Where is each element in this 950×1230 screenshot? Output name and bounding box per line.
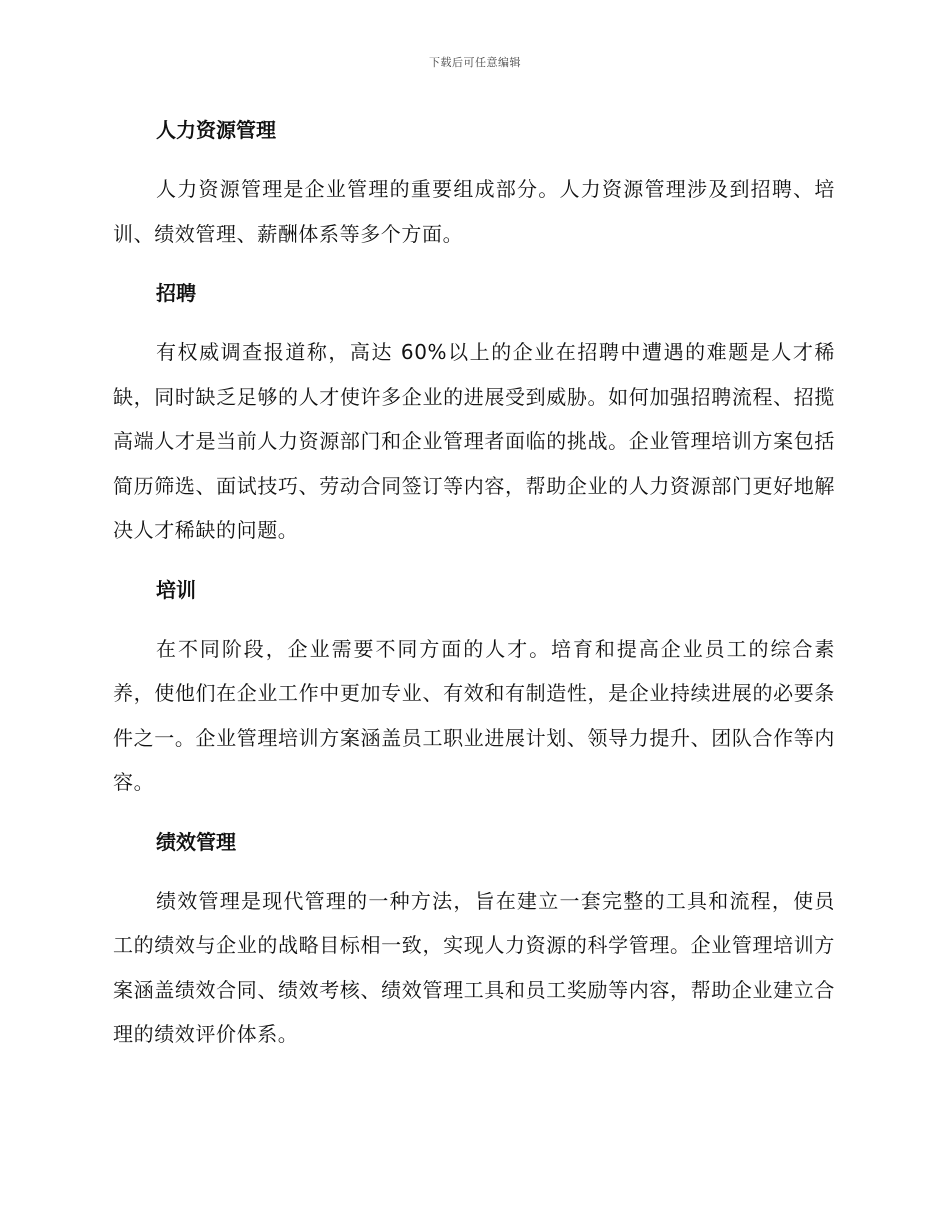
- section-heading-training: 培训: [156, 577, 196, 602]
- section-body-recruitment: 有权威调查报道称，高达 60%以上的企业在招聘中遭遇的难题是人才稀缺，同时缺乏足够的人才使许多企业的进展受到威胁。如何加强招聘流程、招揽高端人才是当前人力资源部门和企业管理者面临的挑战。企业管理培训方案包括简历筛选、面试技巧、劳动合同签订等内容，帮助企业的人力资源部门更好地解决人才稀缺的问题。: [113, 340, 835, 542]
- section-heading-performance: 绩效管理: [156, 829, 236, 854]
- document-body: [113, 108, 835, 1072]
- section-heading-recruitment: 招聘: [156, 281, 196, 305]
- section-body-performance: 绩效管理是现代管理的一种方法，旨在建立一套完整的工具和流程，使员工的绩效与企业的战略目标相一致，实现人力资源的科学管理。企业管理培训方案涵盖绩效合同、绩效考核、绩效管理工具和员工奖励等内容，帮助企业建立合理的绩效评价体系。: [113, 888, 835, 1046]
- page-header: 下载后可任意编辑: [429, 56, 521, 69]
- document-title: 人力资源管理: [156, 118, 276, 142]
- section-body-training: 在不同阶段，企业需要不同方面的人才。培育和提高企业员工的综合素养，使他们在企业工作中更加专业、有效和有制造性，是企业持续进展的必要条件之一。企业管理培训方案涵盖员工职业进展计划、领导力提升、团队合作等内容。: [113, 636, 835, 794]
- intro-paragraph: 人力资源管理是企业管理的重要组成部分。人力资源管理涉及到招聘、培训、绩效管理、薪酬体系等多个方面。: [113, 177, 835, 246]
